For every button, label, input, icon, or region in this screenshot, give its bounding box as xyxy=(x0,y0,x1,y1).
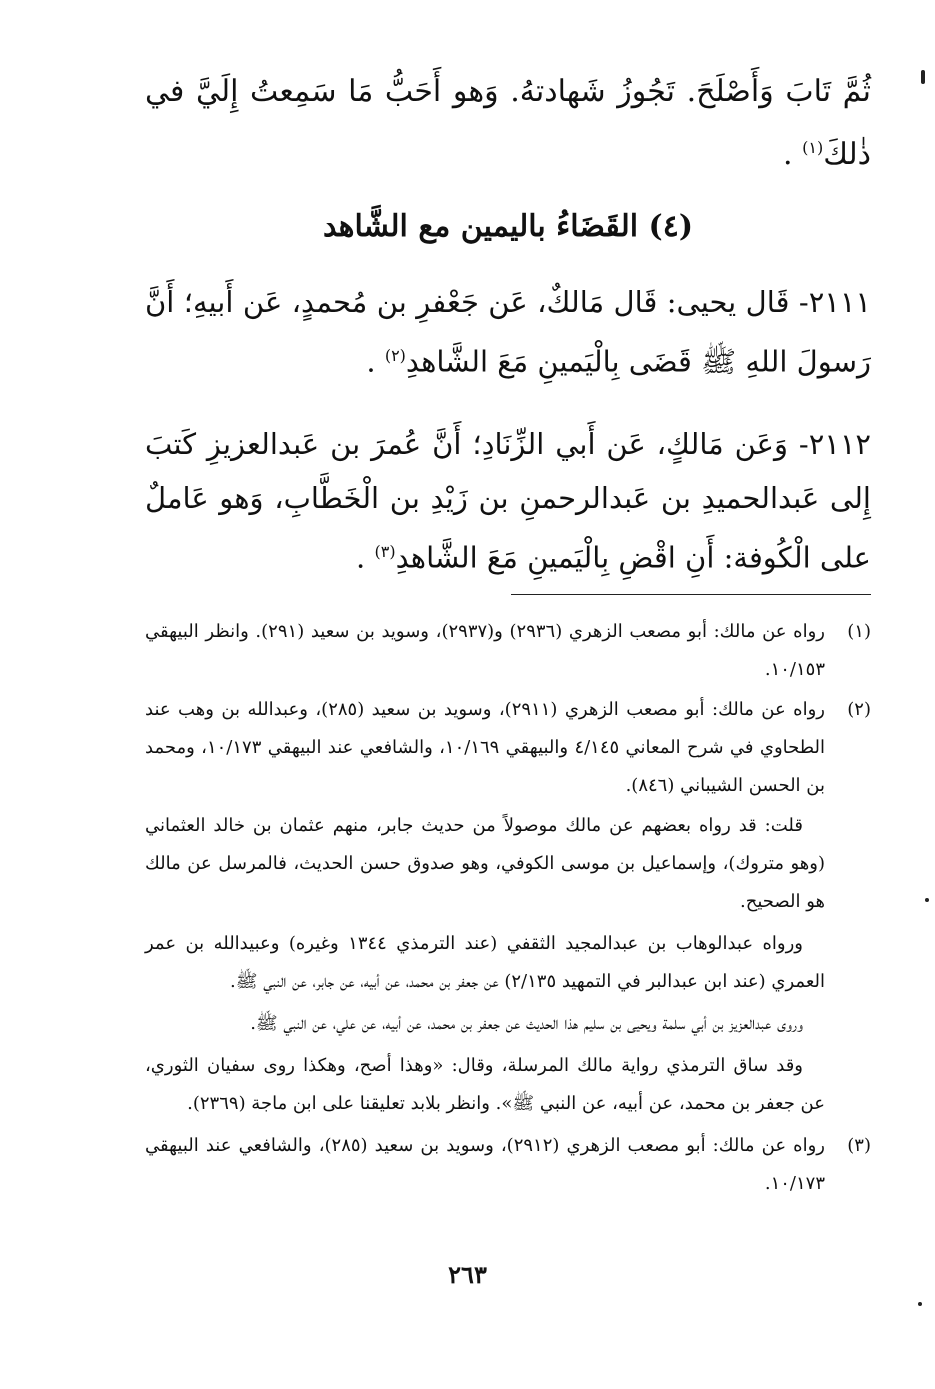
footnote-1 xyxy=(145,613,871,689)
book-page xyxy=(145,64,871,1205)
continuation-line xyxy=(145,64,871,183)
scan-mark xyxy=(925,898,929,902)
footnote-2 xyxy=(145,691,871,805)
footnote-text: رواه عن مالك: أبو مصعب الزهري (٢٩١٢)، وسويد بن سعيد (٢٨٥)، والشافعي عند البيهقي ١٠/١٧٣. xyxy=(145,1135,825,1195)
footnote-comment: وقد ساق الترمذي رواية مالك المرسلة، وقال: «وهذا أصح، وهكذا روى سفيان الثوري، عن جعفر بن محمد، عن أبيه، عن النبي ﷺ». وانظر بلابد تعليقنا على ابن ماجة (٢٣٦٩). xyxy=(145,1055,825,1115)
section-heading: (٤) القَضَاءُ باليمين مع الشَّاهد xyxy=(322,209,694,244)
footnote-divider xyxy=(511,594,871,595)
hadith-2111-end: . xyxy=(366,344,385,379)
footnote-number: (٢) xyxy=(847,699,871,721)
footnotes xyxy=(145,613,871,1203)
footnote-3 xyxy=(145,1127,871,1203)
footnote-ref-3: (٣) xyxy=(374,541,396,561)
continuation-end: . xyxy=(783,137,803,172)
footnote-ref-1: (١) xyxy=(802,138,824,157)
hadith-2111 xyxy=(145,275,871,389)
footnote-text: رواه عن مالك: أبو مصعب الزهري (٢٩١١)، وسويد بن سعيد (٢٨٥)، وعبدالله بن وهب عند الطحاوي في شرح المعاني ٤/١٤٥ والبيهقي ١٠/١٦٩، والشافعي عند البيهقي ١٠/١٧٣، ومحمد بن الحسن الشيباني (٨٤٦). xyxy=(145,699,825,797)
footnote-2-comments xyxy=(145,807,871,1123)
footnote-number: (٣) xyxy=(847,1135,871,1157)
scan-mark xyxy=(918,1302,922,1306)
footnote-comment: ورواه عبدالوهاب بن عبدالمجيد الثقفي (عند الترمذي ١٣٤٤ وغيره) وعبيدالله بن عمر العمري (عند ابن عبدالبر في التمهيد ٢/١٣٥) عن جعفر بن محمد، عن أبيه، عن جابر، عن النبي ﷺ. xyxy=(145,933,825,993)
hadith-2112-text: ٢١١٢- وَعَن مَالكٍ، عَن أَبي الزِّنَادِ؛ أَنَّ عُمرَ بن عَبدالعزيزِ كَتبَ إِلى عَبدالحميدِ بن عَبدالرحمنِ بن زَيْدِ بن الْخَطَّابِ، وَهو عَاملٌ على الْكُوفة: أَنِ اقْضِ بِالْيَمينِ مَعَ الشَّاهدِ xyxy=(145,426,871,575)
footnote-text: رواه عن مالك: أبو مصعب الزهري (٢٩٣٦) و(٢٩٣٧)، وسويد بن سعيد (٢٩١). وانظر البيهقي ١٠/١٥٣. xyxy=(145,621,825,681)
hadith-2112 xyxy=(145,417,871,585)
footnote-number: (١) xyxy=(847,621,871,643)
continuation-text: ثُمَّ تَابَ وَأَصْلَحَ. تَجُوزُ شَهادتهُ. وَهو أَحَبُّ مَا سَمِعتُ إِلَيَّ في ذٰلكَ xyxy=(145,74,871,172)
hadith-2112-end: . xyxy=(356,540,375,575)
footnote-ref-2: (٢) xyxy=(384,346,406,365)
scan-mark xyxy=(921,70,925,84)
footnote-comment: قلت: قد رواه بعضهم عن مالك موصولاً من حديث جابر، منهم عثمان بن خالد العثماني (وهو متروك)، وإسماعيل بن موسى الكوفي، وهو صدوق حسن الحديث، فالمرسل عن مالك هو الصحيح. xyxy=(145,815,825,913)
page-number: ٢٦٣ xyxy=(448,1260,487,1289)
hadith-2111-text: ٢١١١- قَال يحيى: قَال مَالكٌ، عَن جَعْفرِ بن مُحمدٍ، عَن أَبيهِ؛ أَنَّ رَسولَ اللهِ ﷺ قَضَى بِالْيَمينِ مَعَ الشَّاهدِ xyxy=(145,285,871,379)
footnote-comment: وروى عبدالعزيز بن أبي سلمة ويحيى بن سليم هذا الحديث عن جعفر بن محمد، عن أبيه، عن علي، عن النبي ﷺ. xyxy=(250,1013,803,1035)
